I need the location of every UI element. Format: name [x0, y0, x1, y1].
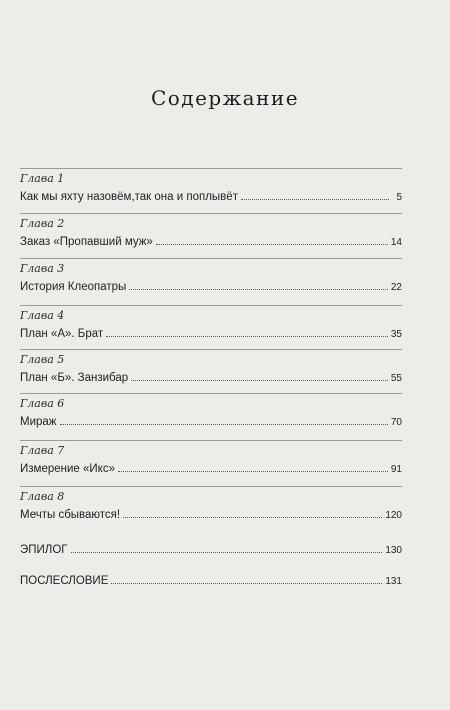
- page-number: 5: [396, 192, 402, 203]
- page-number: 35: [390, 329, 402, 340]
- leader-dots: [241, 189, 389, 200]
- toc-chapter-3: [20, 258, 402, 293]
- toc-row: [20, 507, 402, 521]
- chapter-title: Как мы яхту назовём,так она и поплывёт: [20, 191, 238, 203]
- chapter-label: Глава 1: [20, 172, 65, 185]
- toc-chapter-7: [20, 440, 402, 475]
- toc-row: [20, 370, 402, 384]
- toc-row: [20, 461, 402, 475]
- chapter-title: Измерение «Икс»: [20, 463, 115, 475]
- toc-row: [20, 414, 402, 428]
- chapter-title: Заказ «Пропавший муж»: [20, 236, 153, 248]
- chapter-label: Глава 8: [20, 490, 65, 503]
- page-number: 130: [385, 545, 402, 556]
- page-number: 55: [390, 373, 402, 384]
- page-number: 22: [390, 282, 402, 293]
- toc-row: [20, 189, 402, 203]
- leader-dots: [106, 326, 388, 337]
- chapter-label: Глава 4: [20, 309, 65, 322]
- leader-dots: [131, 370, 388, 381]
- leader-dots: [60, 414, 388, 425]
- page-number: 91: [390, 464, 402, 475]
- toc-chapter-4: [20, 305, 402, 340]
- chapter-title: План «А». Брат: [20, 328, 104, 340]
- toc-epilogue: [20, 542, 402, 556]
- leader-dots: [71, 542, 383, 553]
- page-number: 14: [390, 237, 402, 248]
- toc-afterword: [20, 573, 402, 587]
- leader-dots: [156, 234, 388, 245]
- toc-row: [20, 279, 402, 293]
- chapter-title: План «Б». Занзибар: [20, 372, 129, 384]
- chapter-label: Глава 2: [20, 217, 65, 230]
- page-title: Содержание: [150, 86, 300, 110]
- chapter-label: Глава 7: [20, 444, 65, 457]
- toc-chapter-5: [20, 349, 402, 384]
- toc-row: [20, 326, 402, 340]
- chapter-label: Глава 6: [20, 397, 65, 410]
- chapter-title: Мечты сбываются!: [20, 509, 121, 521]
- toc-chapter-6: [20, 393, 402, 428]
- toc-chapter-8: [20, 486, 402, 521]
- toc-row: [20, 234, 402, 248]
- leader-dots: [111, 573, 382, 584]
- chapter-label: Глава 3: [20, 262, 65, 275]
- epilogue-title: ЭПИЛОГ: [20, 544, 68, 556]
- page-number: 70: [390, 417, 402, 428]
- chapter-title: Мираж: [20, 416, 57, 428]
- page-number: 120: [385, 510, 402, 521]
- toc-chapter-1: [20, 168, 402, 203]
- leader-dots: [118, 461, 388, 472]
- leader-dots: [123, 507, 382, 518]
- chapter-label: Глава 5: [20, 353, 65, 366]
- leader-dots: [129, 279, 388, 290]
- afterword-title: ПОСЛЕСЛОВИЕ: [20, 575, 109, 587]
- toc-chapter-2: [20, 213, 402, 248]
- chapter-title: История Клеопатры: [20, 281, 127, 293]
- page-number: 131: [385, 576, 402, 587]
